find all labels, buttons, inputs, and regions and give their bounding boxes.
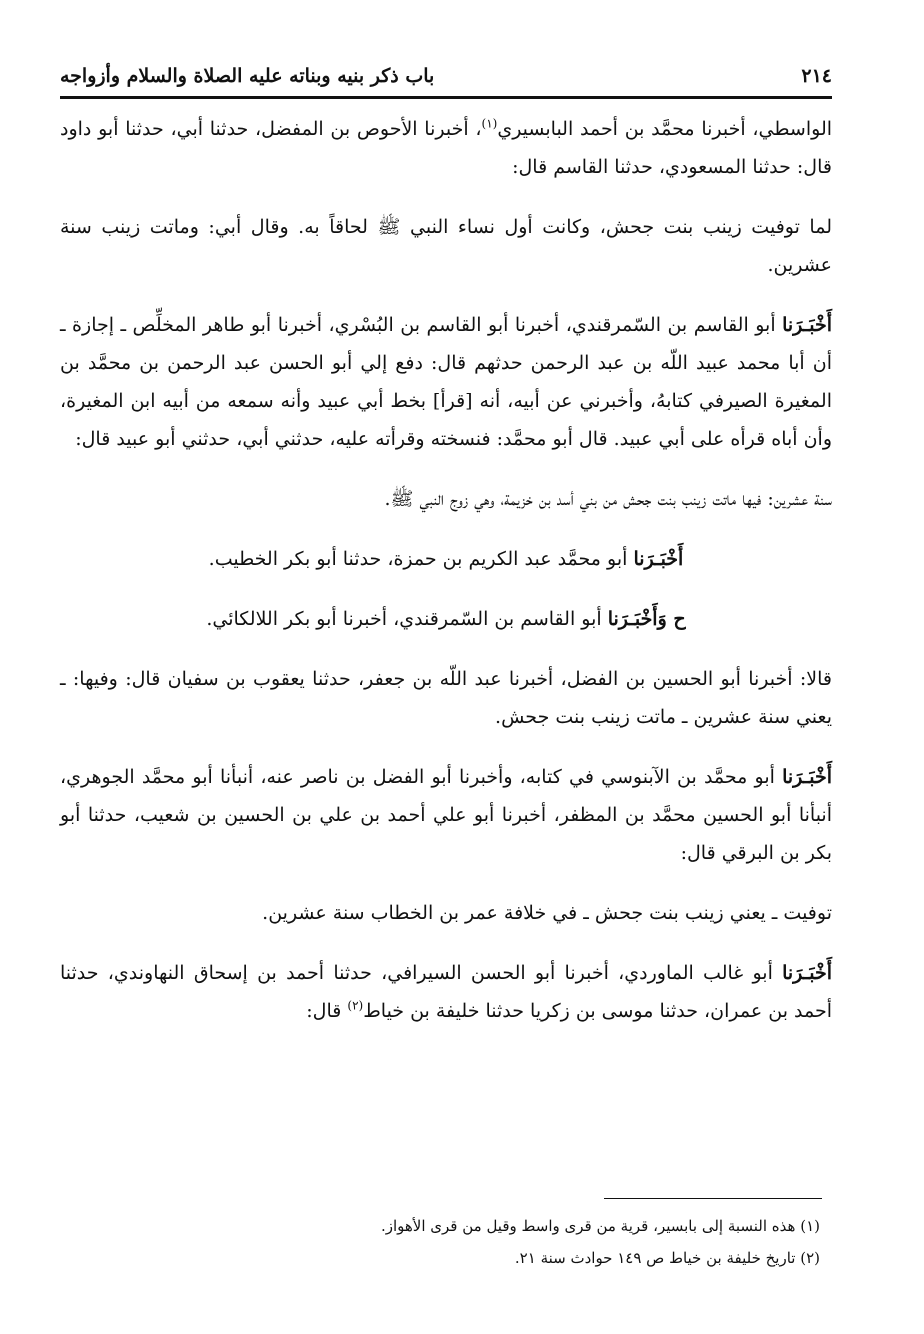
paragraph: أَخْبَـرَنا أبو غالب الماوردي، أخبرنا أبو الحسن السيرافي، حدثنا أحمد بن إسحاق النهاوندي، حدثنا أحمد بن عمران، حدثنا موسى بن زكريا حدثنا خليفة بن خياط$^{(٢)}$ قال: [60,962,832,1022]
paragraph: ح وَأَخْبَـرَنا أبو القاسم بن السّمرقندي، أخبرنا أبو بكر اللالكائي. [206,608,686,630]
paragraph: سنة عشرين: فيها ماتت زينب بنت جحش من بني أسد بن خزيمة، وهي زوج النبي ﷺ. [384,488,832,510]
paragraph: أَخْبَـرَنا أبو محمَّد بن الآبنوسي في كتابه، وأخبرنا أبو الفضل بن ناصر عنه، أنبأنا أبو محمَّد الجوهري، أنبأنا أبو الحسين محمَّد بن المظفر، أخبرنا أبو علي أحمد بن علي بن الحسين بن شعيب، حدثنا أبو بكر بن البرقي قال: [60,766,832,864]
lead-word: ح وَأَخْبَـرَنا [607,608,686,630]
page-number: ٢١٤ [801,65,832,87]
chapter-title: باب ذكر بنيه وبناته عليه الصلاة والسلام وأزواجه [60,65,435,87]
paragraph: الواسطي، أخبرنا محمَّد بن أحمد البابسيري$^{(١)}$، أخبرنا الأحوص بن المفضل، حدثنا أبي، حدثنا أبو داود قال: حدثنا المسعودي، حدثنا القاسم قال: [60,116,833,178]
footnote-ref[interactable]: (٢) [347,998,364,1013]
footnotes [60,1210,820,1274]
header-divider [60,96,832,99]
page-header [60,58,832,94]
lead-word: أَخْبَـرَنا [782,314,832,336]
footnote-1: (١) هذه النسبة إلى بابسير، قرية من قرى واسط وقيل من قرى الأهواز. [380,1217,820,1235]
paragraph: قالا: أخبرنا أبو الحسين بن الفضل، أخبرنا عبد اللّه بن جعفر، حدثنا يعقوب بن سفيان قال: وفيها: ـ يعني سنة عشرين ـ ماتت زينب بنت جحش. [60,668,832,728]
paragraph: أَخْبَـرَنا أبو محمَّد عبد الكريم بن حمزة، حدثنا أبو بكر الخطيب. [208,548,684,570]
paragraph: لما توفيت زينب بنت جحش، وكانت أول نساء النبي ﷺ لحاقاً به. وقال أبي: وماتت زينب سنة عشرين. [60,216,832,276]
footnote-ref[interactable]: (١) [481,116,498,131]
main-text [60,110,832,1052]
paragraph: توفيت ـ يعني زينب بنت جحش ـ في خلافة عمر بن الخطاب سنة عشرين. [262,902,832,924]
paragraph: أَخْبَـرَنا أبو القاسم بن السّمرقندي، أخبرنا أبو القاسم بن البُسْري، أخبرنا أبو طاهر المخلِّص ـ إجازة ـ أن أبا محمد عبيد اللّه بن عبد الرحمن حدثهم قال: دفع إلي أبو الحسن عبد الرحمن بن محمَّد بن المغيرة الصيرفي كتابهُ، وأخبرني عن أبيه، أنه [قرأ] بخط أبي عبيد وأنه سمعه من أبيه ابن المغيرة، وأن أباه قرأه على أبي عبيد. قال أبو محمَّد: فنسخته وقرأته عليه، حدثني أبي، حدثني أبو عبيد قال: [60,314,832,450]
lead-word: أَخْبَـرَنا [782,766,832,788]
lead-word: أَخْبَـرَنا [782,962,832,984]
footnote-divider [604,1198,822,1199]
lead-word: أَخْبَـرَنا [633,548,684,570]
footnote-2: (٢) تاريخ خليفة بن خياط ص ١٤٩ حوادث سنة ٢١. [514,1249,820,1267]
